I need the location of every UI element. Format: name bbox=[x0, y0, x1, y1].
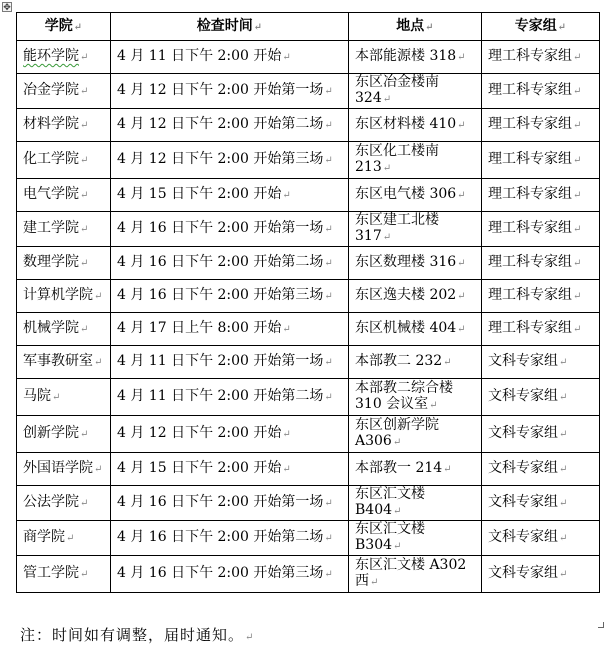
table-row bbox=[17, 142, 600, 179]
table-row bbox=[17, 179, 600, 212]
cell-group: 理工科专家组↵ bbox=[482, 74, 600, 109]
table-row bbox=[17, 556, 600, 593]
table-header-row bbox=[17, 13, 600, 41]
cell-location: 东区冶金楼南 324↵ bbox=[349, 74, 482, 109]
cell-location: 东区机械楼 404↵ bbox=[349, 313, 482, 346]
cell-college: 外国语学院↵ bbox=[17, 453, 111, 486]
cell-college: 管工学院↵ bbox=[17, 556, 111, 593]
table-row bbox=[17, 280, 600, 313]
cell-college: 电气学院↵ bbox=[17, 179, 111, 212]
table-row bbox=[17, 379, 600, 416]
cell-location: 本部教二综合楼 310 会议室↵ bbox=[349, 379, 482, 416]
cell-time: 4 月 12 日下午 2:00 开始↵ bbox=[111, 416, 349, 453]
cell-time: 4 月 15 日下午 2:00 开始↵ bbox=[111, 179, 349, 212]
cell-college: 商学院↵ bbox=[17, 521, 111, 556]
cell-time: 4 月 16 日下午 2:00 开始第二场↵ bbox=[111, 247, 349, 280]
cell-location: 东区汇文楼 B304↵ bbox=[349, 521, 482, 556]
cell-college: 建工学院↵ bbox=[17, 212, 111, 247]
cell-group: 文科专家组↵ bbox=[482, 453, 600, 486]
header-location: 地点↵ bbox=[349, 13, 482, 41]
table-row bbox=[17, 486, 600, 521]
cell-location: 东区数理楼 316↵ bbox=[349, 247, 482, 280]
table-row bbox=[17, 453, 600, 486]
cell-time: 4 月 11 日下午 2:00 开始第一场↵ bbox=[111, 346, 349, 379]
cell-college: 化工学院↵ bbox=[17, 142, 111, 179]
cell-location: 东区汇文楼 A302 西↵ bbox=[349, 556, 482, 593]
table-row bbox=[17, 346, 600, 379]
table-row bbox=[17, 74, 600, 109]
footnote: 注：时间如有调整，届时通知。↵ bbox=[20, 626, 255, 644]
table-row bbox=[17, 313, 600, 346]
header-time: 检查时间↵ bbox=[111, 13, 349, 41]
table-resize-handle[interactable] bbox=[598, 622, 604, 628]
cell-location: 本部能源楼 318↵ bbox=[349, 41, 482, 74]
cell-time: 4 月 11 日下午 2:00 开始↵ bbox=[111, 41, 349, 74]
cell-time: 4 月 17 日上午 8:00 开始↵ bbox=[111, 313, 349, 346]
cell-group: 理工科专家组↵ bbox=[482, 142, 600, 179]
schedule-table bbox=[16, 12, 600, 593]
cell-location: 东区材料楼 410↵ bbox=[349, 109, 482, 142]
cell-time: 4 月 16 日下午 2:00 开始第三场↵ bbox=[111, 280, 349, 313]
table-row bbox=[17, 416, 600, 453]
cell-location: 东区汇文楼 B404↵ bbox=[349, 486, 482, 521]
cell-time: 4 月 16 日下午 2:00 开始第一场↵ bbox=[111, 486, 349, 521]
cell-group: 理工科专家组↵ bbox=[482, 179, 600, 212]
cell-college: 能环学院↵ bbox=[17, 41, 111, 74]
cell-location: 东区化工楼南 213↵ bbox=[349, 142, 482, 179]
cell-college: 军事教研室↵ bbox=[17, 346, 111, 379]
cell-time: 4 月 12 日下午 2:00 开始第三场↵ bbox=[111, 142, 349, 179]
cell-group: 文科专家组↵ bbox=[482, 556, 600, 593]
table-row bbox=[17, 521, 600, 556]
cell-group: 文科专家组↵ bbox=[482, 486, 600, 521]
cell-college: 马院↵ bbox=[17, 379, 111, 416]
cell-group: 理工科专家组↵ bbox=[482, 41, 600, 74]
cell-group: 文科专家组↵ bbox=[482, 346, 600, 379]
cell-college: 冶金学院↵ bbox=[17, 74, 111, 109]
cell-group: 理工科专家组↵ bbox=[482, 247, 600, 280]
cell-location: 东区创新学院 A306↵ bbox=[349, 416, 482, 453]
cell-group: 文科专家组↵ bbox=[482, 416, 600, 453]
header-college: 学院↵ bbox=[17, 13, 111, 41]
cell-group: 理工科专家组↵ bbox=[482, 212, 600, 247]
cell-group: 文科专家组↵ bbox=[482, 521, 600, 556]
cell-college: 公法学院↵ bbox=[17, 486, 111, 521]
cell-time: 4 月 16 日下午 2:00 开始第三场↵ bbox=[111, 556, 349, 593]
cell-time: 4 月 12 日下午 2:00 开始第一场↵ bbox=[111, 74, 349, 109]
cell-time: 4 月 12 日下午 2:00 开始第二场↵ bbox=[111, 109, 349, 142]
cell-time: 4 月 16 日下午 2:00 开始第二场↵ bbox=[111, 521, 349, 556]
cell-time: 4 月 11 日下午 2:00 开始第二场↵ bbox=[111, 379, 349, 416]
cell-time: 4 月 16 日下午 2:00 开始第一场↵ bbox=[111, 212, 349, 247]
cell-college: 材料学院↵ bbox=[17, 109, 111, 142]
table-row bbox=[17, 41, 600, 74]
cell-college: 机械学院↵ bbox=[17, 313, 111, 346]
table-row bbox=[17, 109, 600, 142]
table-move-handle-icon[interactable]: ✥ bbox=[3, 3, 11, 13]
cell-location: 东区建工北楼 317↵ bbox=[349, 212, 482, 247]
cell-location: 本部教二 232↵ bbox=[349, 346, 482, 379]
cell-college: 数理学院↵ bbox=[17, 247, 111, 280]
cell-time: 4 月 15 日下午 2:00 开始↵ bbox=[111, 453, 349, 486]
cell-location: 本部教一 214↵ bbox=[349, 453, 482, 486]
cell-group: 理工科专家组↵ bbox=[482, 280, 600, 313]
cell-group: 理工科专家组↵ bbox=[482, 109, 600, 142]
table-row bbox=[17, 247, 600, 280]
cell-group: 理工科专家组↵ bbox=[482, 313, 600, 346]
cell-location: 东区逸夫楼 202↵ bbox=[349, 280, 482, 313]
cell-college: 创新学院↵ bbox=[17, 416, 111, 453]
cell-group: 文科专家组↵ bbox=[482, 379, 600, 416]
cell-college: 计算机学院↵ bbox=[17, 280, 111, 313]
table-row bbox=[17, 212, 600, 247]
cell-location: 东区电气楼 306↵ bbox=[349, 179, 482, 212]
header-group: 专家组↵ bbox=[482, 13, 600, 41]
